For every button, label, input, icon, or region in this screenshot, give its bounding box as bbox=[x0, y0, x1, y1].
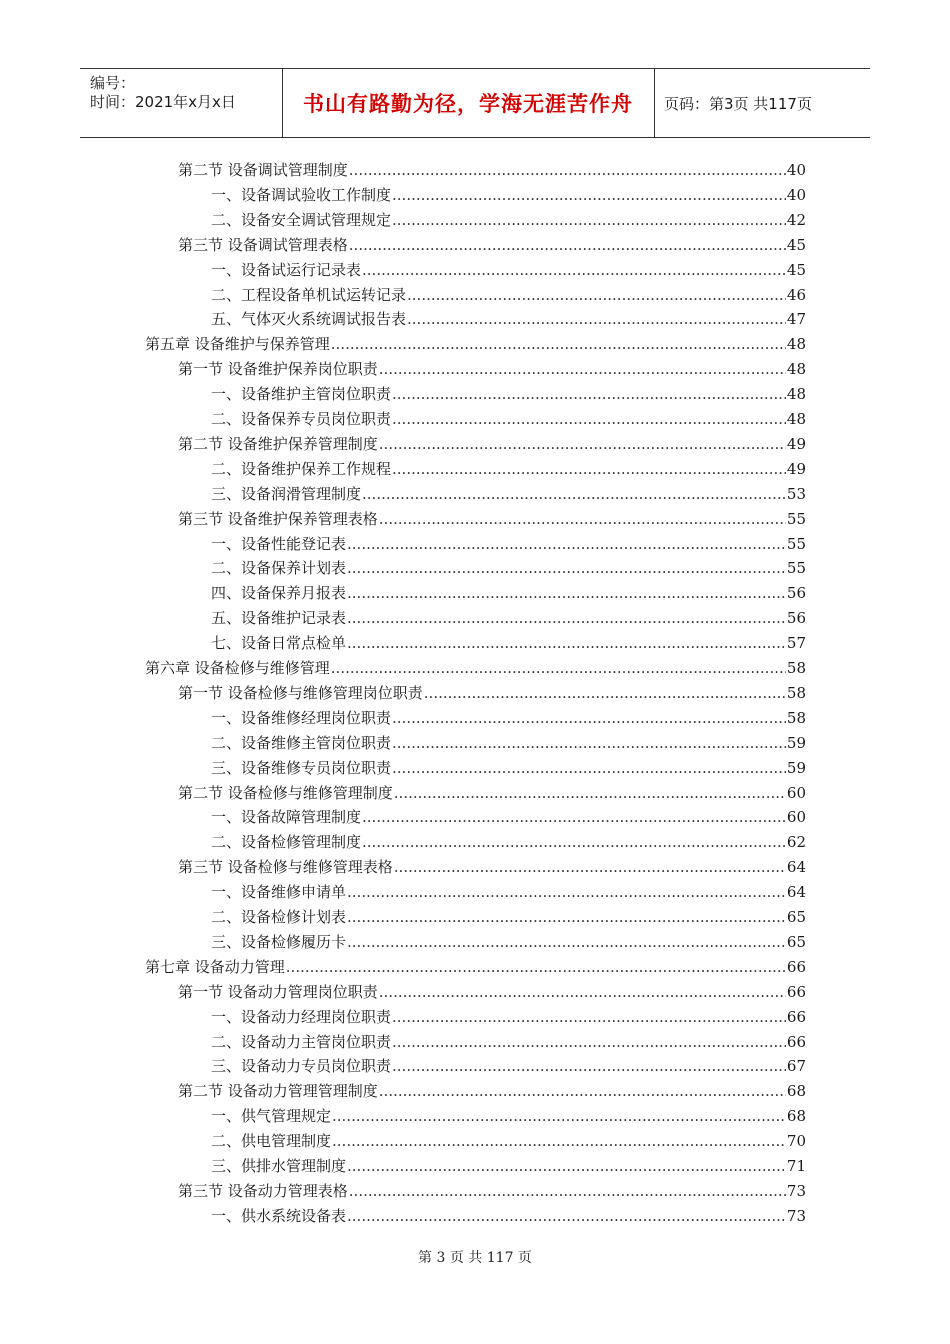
toc-entry[interactable] bbox=[211, 208, 806, 233]
dot-leader bbox=[392, 183, 786, 208]
toc-entry[interactable] bbox=[211, 1104, 806, 1129]
dot-leader bbox=[379, 357, 786, 382]
toc-entry[interactable] bbox=[211, 631, 806, 656]
dot-leader bbox=[379, 432, 786, 457]
toc-entry-page: 70 bbox=[786, 1132, 806, 1151]
dot-leader bbox=[349, 1179, 786, 1204]
dot-leader bbox=[392, 706, 786, 731]
toc-entry[interactable] bbox=[211, 283, 806, 308]
toc-entry[interactable] bbox=[211, 731, 806, 756]
toc-entry-title: 一、设备维修申请单 bbox=[211, 883, 347, 902]
toc-entry[interactable] bbox=[211, 606, 806, 631]
toc-entry[interactable] bbox=[211, 407, 806, 432]
dot-leader bbox=[347, 581, 786, 606]
dot-leader bbox=[349, 233, 786, 258]
toc-entry-title: 二、设备检修管理制度 bbox=[211, 833, 362, 852]
toc-entry-page: 49 bbox=[786, 459, 806, 478]
toc-entry[interactable] bbox=[178, 233, 806, 258]
dot-leader bbox=[394, 855, 786, 880]
document-time-label: 时间：2021年x月x日 bbox=[90, 93, 236, 111]
toc-entry-title: 二、设备动力主管岗位职责 bbox=[211, 1032, 392, 1051]
dot-leader bbox=[331, 332, 786, 357]
toc-entry-title: 七、设备日常点检单 bbox=[211, 634, 347, 653]
dot-leader bbox=[379, 1079, 786, 1104]
toc-entry-title: 第一节 设备检修与维修管理岗位职责 bbox=[178, 683, 423, 702]
dot-leader bbox=[392, 1030, 786, 1055]
toc-entry-title: 二、设备安全调试管理规定 bbox=[211, 210, 392, 229]
toc-entry-page: 55 bbox=[786, 509, 806, 528]
toc-entry[interactable] bbox=[178, 855, 806, 880]
toc-entry-title: 四、设备保养月报表 bbox=[211, 584, 347, 603]
dot-leader bbox=[332, 1104, 786, 1129]
toc-entry-title: 二、设备检修计划表 bbox=[211, 908, 347, 926]
toc-entry-page: 59 bbox=[786, 733, 806, 752]
toc-entry-page: 47 bbox=[786, 310, 806, 329]
toc-entry[interactable] bbox=[211, 1129, 806, 1154]
dot-leader bbox=[424, 681, 786, 706]
toc-entry-page: 67 bbox=[786, 1057, 806, 1076]
dot-leader bbox=[392, 731, 786, 756]
toc-entry-title: 一、设备维修经理岗位职责 bbox=[211, 708, 392, 727]
toc-entry-title: 第五章 设备维护与保养管理 bbox=[145, 335, 330, 354]
dot-leader bbox=[349, 158, 786, 183]
toc-entry-page: 64 bbox=[786, 883, 806, 902]
toc-entry-title: 第三节 设备维护保养管理表格 bbox=[178, 509, 378, 528]
toc-entry-title: 第三节 设备动力管理表格 bbox=[178, 1181, 348, 1200]
dot-leader bbox=[347, 905, 786, 930]
toc-entry[interactable] bbox=[211, 1005, 806, 1030]
toc-entry-page: 59 bbox=[786, 758, 806, 777]
toc-entry[interactable] bbox=[211, 532, 806, 557]
toc-entry-page: 58 bbox=[786, 659, 806, 677]
dot-leader bbox=[362, 830, 786, 855]
toc-entry[interactable] bbox=[211, 706, 806, 731]
dot-leader bbox=[286, 955, 786, 980]
toc-entry-page: 66 bbox=[786, 1007, 806, 1026]
dot-leader bbox=[392, 756, 786, 781]
toc-entry[interactable] bbox=[178, 432, 806, 457]
toc-entry-title: 二、设备维修主管岗位职责 bbox=[211, 733, 392, 752]
toc-entry[interactable] bbox=[211, 258, 806, 283]
dot-leader bbox=[379, 980, 786, 1005]
page-header bbox=[80, 68, 870, 138]
toc-entry-page: 73 bbox=[786, 1206, 806, 1225]
toc-entry[interactable] bbox=[178, 158, 806, 183]
toc-entry-title: 二、设备保养计划表 bbox=[211, 559, 347, 578]
toc-entry[interactable] bbox=[211, 382, 806, 407]
toc-entry[interactable] bbox=[211, 1054, 806, 1079]
dot-leader bbox=[407, 283, 786, 308]
toc-entry-page: 58 bbox=[786, 708, 806, 727]
dot-leader bbox=[392, 407, 786, 432]
toc-entry-title: 第一节 设备维护保养岗位职责 bbox=[178, 360, 378, 379]
toc-entry-title: 二、设备保养专员岗位职责 bbox=[211, 410, 392, 428]
toc-entry[interactable] bbox=[145, 955, 806, 980]
toc-entry-title: 二、供电管理制度 bbox=[211, 1132, 332, 1151]
dot-leader bbox=[362, 258, 786, 283]
toc-entry-page: 60 bbox=[786, 808, 806, 827]
dot-leader bbox=[392, 1054, 786, 1079]
header-page-info: 页码：第3页 共117页 bbox=[664, 94, 812, 113]
dot-leader bbox=[347, 556, 786, 581]
toc-entry-page: 60 bbox=[786, 783, 806, 802]
toc-entry-page: 45 bbox=[786, 235, 806, 254]
toc-entry-page: 49 bbox=[786, 434, 806, 453]
dot-leader bbox=[331, 656, 786, 681]
toc-entry[interactable] bbox=[178, 980, 806, 1005]
dot-leader bbox=[394, 781, 786, 806]
toc-entry[interactable] bbox=[211, 482, 806, 507]
toc-entry-page: 55 bbox=[786, 534, 806, 553]
toc-entry-page: 62 bbox=[786, 833, 806, 852]
dot-leader bbox=[347, 880, 786, 905]
toc-entry-page: 57 bbox=[786, 634, 806, 653]
toc-entry[interactable] bbox=[178, 681, 806, 706]
toc-entry-title: 第二节 设备检修与维修管理制度 bbox=[178, 783, 393, 802]
toc-entry-page: 66 bbox=[786, 982, 806, 1001]
toc-entry-page: 71 bbox=[786, 1157, 806, 1175]
toc-entry-page: 48 bbox=[786, 335, 806, 354]
toc-entry-title: 第三节 设备检修与维修管理表格 bbox=[178, 858, 393, 877]
document-number-label: 编号： bbox=[90, 74, 136, 92]
toc-entry-page: 73 bbox=[786, 1181, 806, 1200]
toc-entry-title: 三、设备动力专员岗位职责 bbox=[211, 1057, 392, 1076]
toc-entry-page: 65 bbox=[786, 908, 806, 926]
dot-leader bbox=[332, 1129, 786, 1154]
toc-entry[interactable] bbox=[178, 781, 806, 806]
toc-entry-title: 第六章 设备检修与维修管理 bbox=[145, 659, 330, 677]
toc-entry-title: 三、设备检修履历卡 bbox=[211, 932, 347, 951]
toc-entry-title: 一、设备动力经理岗位职责 bbox=[211, 1007, 392, 1026]
toc-entry-title: 三、设备维修专员岗位职责 bbox=[211, 758, 392, 777]
toc-entry-page: 66 bbox=[786, 957, 806, 976]
toc-entry[interactable] bbox=[211, 830, 806, 855]
toc-entry-title: 第一节 设备动力管理岗位职责 bbox=[178, 982, 378, 1001]
toc-entry-title: 一、设备调试验收工作制度 bbox=[211, 185, 392, 204]
dot-leader bbox=[392, 208, 786, 233]
toc-entry-title: 第二节 设备维护保养管理制度 bbox=[178, 434, 378, 453]
toc-entry-page: 40 bbox=[786, 161, 806, 179]
toc-entry[interactable] bbox=[145, 656, 806, 681]
toc-entry-title: 一、供水系统设备表 bbox=[211, 1206, 347, 1225]
toc-entry-title: 一、设备故障管理制度 bbox=[211, 808, 362, 827]
toc-entry-page: 56 bbox=[786, 584, 806, 603]
toc-entry-page: 64 bbox=[786, 858, 806, 877]
toc-entry-page: 53 bbox=[786, 484, 806, 503]
toc-entry[interactable] bbox=[211, 1154, 806, 1179]
dot-leader bbox=[392, 382, 786, 407]
dot-leader bbox=[392, 457, 786, 482]
dot-leader bbox=[347, 606, 786, 631]
toc-entry-page: 65 bbox=[786, 932, 806, 951]
toc-entry-page: 48 bbox=[786, 360, 806, 379]
toc-entry-page: 56 bbox=[786, 609, 806, 628]
toc-entry-title: 第二节 设备调试管理制度 bbox=[178, 161, 348, 179]
toc-entry-title: 二、设备维护保养工作规程 bbox=[211, 459, 392, 478]
toc-entry[interactable] bbox=[211, 756, 806, 781]
toc-entry[interactable] bbox=[211, 1030, 806, 1055]
toc-entry[interactable] bbox=[178, 1079, 806, 1104]
toc-entry[interactable] bbox=[211, 805, 806, 830]
header-meta bbox=[80, 69, 283, 137]
toc-entry[interactable] bbox=[211, 905, 806, 930]
toc-entry-page: 46 bbox=[786, 285, 806, 304]
page-footer: 第 3 页 共 117 页 bbox=[418, 1250, 532, 1266]
toc-entry-title: 第三节 设备调试管理表格 bbox=[178, 235, 348, 254]
dot-leader bbox=[362, 805, 786, 830]
dot-leader bbox=[347, 930, 786, 955]
toc-entry-page: 45 bbox=[786, 260, 806, 279]
dot-leader bbox=[407, 307, 786, 332]
toc-entry[interactable] bbox=[211, 880, 806, 905]
toc-entry-page: 58 bbox=[786, 683, 806, 702]
dot-leader bbox=[347, 532, 786, 557]
header-motto: 书山有路勤为径，学海无涯苦作舟 bbox=[282, 69, 655, 137]
toc-entry-title: 三、供排水管理制度 bbox=[211, 1157, 347, 1175]
toc-entry[interactable] bbox=[178, 357, 806, 382]
toc-entry-page: 40 bbox=[786, 185, 806, 204]
toc-entry[interactable] bbox=[211, 183, 806, 208]
toc-entry-title: 一、设备性能登记表 bbox=[211, 534, 347, 553]
toc-entry-title: 一、设备维护主管岗位职责 bbox=[211, 385, 392, 404]
toc-entry[interactable] bbox=[211, 556, 806, 581]
toc-entry-page: 68 bbox=[786, 1082, 806, 1101]
toc-entry-page: 66 bbox=[786, 1032, 806, 1051]
dot-leader bbox=[347, 1204, 786, 1229]
toc-entry-title: 三、设备润滑管理制度 bbox=[211, 484, 362, 503]
toc-entry-title: 第二节 设备动力管理管理制度 bbox=[178, 1082, 378, 1101]
toc-entry[interactable] bbox=[211, 457, 806, 482]
toc-entry[interactable] bbox=[211, 1204, 806, 1229]
toc-entry-title: 五、设备维护记录表 bbox=[211, 609, 347, 628]
toc-entry[interactable] bbox=[211, 930, 806, 955]
toc-entry[interactable] bbox=[178, 1179, 806, 1204]
toc-entry-title: 一、设备试运行记录表 bbox=[211, 260, 362, 279]
dot-leader bbox=[347, 1154, 786, 1179]
toc-entry[interactable] bbox=[178, 507, 806, 532]
toc-entry-title: 二、工程设备单机试运转记录 bbox=[211, 285, 407, 304]
toc-entry[interactable] bbox=[145, 332, 806, 357]
toc-entry-page: 48 bbox=[786, 410, 806, 428]
toc-entry-page: 48 bbox=[786, 385, 806, 404]
toc-entry[interactable] bbox=[211, 581, 806, 606]
toc-entry-title: 一、供气管理规定 bbox=[211, 1107, 332, 1126]
dot-leader bbox=[362, 482, 786, 507]
toc-entry[interactable] bbox=[211, 307, 806, 332]
toc-entry-title: 五、气体灭火系统调试报告表 bbox=[211, 310, 407, 329]
dot-leader bbox=[347, 631, 786, 656]
dot-leader bbox=[392, 1005, 786, 1030]
toc-entry-title: 第七章 设备动力管理 bbox=[145, 957, 285, 976]
toc-entry-page: 68 bbox=[786, 1107, 806, 1126]
dot-leader bbox=[379, 507, 786, 532]
toc-entry-page: 55 bbox=[786, 559, 806, 578]
toc-entry-page: 42 bbox=[786, 210, 806, 229]
